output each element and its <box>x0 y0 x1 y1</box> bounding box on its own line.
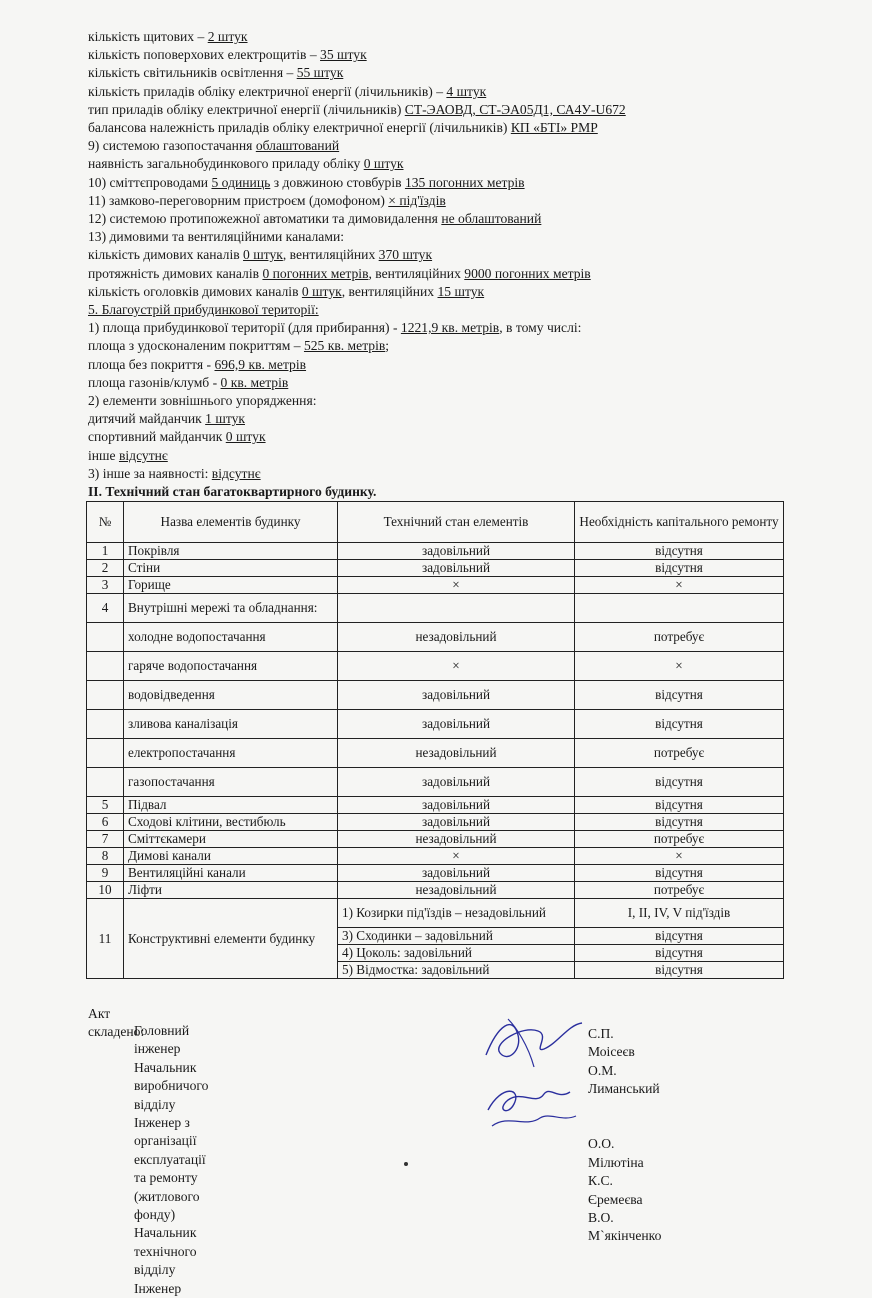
text-segment: протяжність димових каналів <box>88 265 263 281</box>
table-row <box>87 543 784 560</box>
underlined-value: СТ-ЭАОВД, СТ-ЭА05Д1, СА4У-U672 <box>404 101 626 117</box>
cell-element-name: Сходові клітини, вестибюль <box>124 814 338 831</box>
text-segment: 10) сміттєпроводами <box>88 174 212 190</box>
name-miliutina: О.О. Мілютіна <box>588 1136 644 1170</box>
text-line <box>88 447 808 465</box>
cell-capital-repair: відсутня <box>575 945 784 962</box>
underlined-value: 9000 погонних метрів <box>464 265 591 281</box>
cell-technical-state: × <box>338 652 575 681</box>
text-segment: II. Технічний стан багатоквартирного будинку. <box>88 484 377 500</box>
name-lymanskyi: О.М. Лиманський <box>588 1062 660 1097</box>
cell-technical-state: задовільний <box>338 865 575 882</box>
text-segment: тип приладів обліку електричної енергії (лічильників) <box>88 101 405 117</box>
text-segment: наявність загальнобудинкового приладу обліку <box>88 156 364 172</box>
text-line <box>88 301 808 319</box>
underlined-value: × під'їздів <box>388 192 446 208</box>
underlined-value: 55 штук <box>296 65 344 81</box>
table-row <box>87 768 784 797</box>
cell-capital-repair: відсутня <box>575 681 784 710</box>
page-mark-dot <box>404 1162 408 1166</box>
cell-element-name: Горище <box>124 577 338 594</box>
underlined-value: 5. Благоустрій прибудинкової території: <box>88 302 319 318</box>
underlined-value: 0 штук <box>363 156 404 172</box>
cell-number <box>87 710 124 739</box>
cell-technical-state: 4) Цоколь: задовільний <box>338 945 575 962</box>
cell-technical-state: незадовільний <box>338 623 575 652</box>
role-engineer: Інженер <box>134 1280 182 1296</box>
text-line <box>88 64 808 82</box>
cell-capital-repair: потребує <box>575 831 784 848</box>
cell-capital-repair: відсутня <box>575 710 784 739</box>
text-segment: кількість димових каналів <box>88 247 244 263</box>
table-row <box>87 739 784 768</box>
text-line <box>88 119 808 137</box>
role-operations-engineer-cont: та ремонту (житлового фонду) <box>134 1170 200 1223</box>
act-compiled-label: Акт складено: <box>88 1006 145 1040</box>
text-segment: кількість оголовків димових каналів <box>88 283 302 299</box>
building-passport-text <box>88 28 808 501</box>
header-capital-repair: Необхідність капітального ремонту <box>575 502 784 543</box>
underlined-value: 35 штук <box>320 47 367 63</box>
table-row <box>87 882 784 899</box>
underlined-value: 0 штук <box>225 429 266 445</box>
cell-capital-repair: відсутня <box>575 865 784 882</box>
cell-element-name: Ліфти <box>124 882 338 899</box>
cell-element-name: Внутрішні мережі та обладнання: <box>124 594 338 623</box>
text-segment: 12) системою протипожежної автоматики та димовидалення <box>88 211 442 227</box>
text-line <box>88 155 808 173</box>
cell-element-name: холодне водопостачання <box>124 623 338 652</box>
technical-state-table <box>86 501 784 979</box>
text-segment: , вентиляційних <box>341 283 438 299</box>
underlined-value: не облаштований <box>441 211 542 227</box>
cell-capital-repair: відсутня <box>575 814 784 831</box>
text-segment: , в тому числі: <box>499 320 582 336</box>
cell-number: 6 <box>87 814 124 831</box>
cell-number: 2 <box>87 560 124 577</box>
table-header-row <box>87 502 784 543</box>
cell-element-name: електропостачання <box>124 739 338 768</box>
cell-number <box>87 681 124 710</box>
text-line <box>88 392 808 410</box>
text-line <box>88 337 808 355</box>
text-segment: інше <box>88 447 119 463</box>
cell-technical-state: × <box>338 577 575 594</box>
text-line <box>88 192 808 210</box>
cell-capital-repair: × <box>575 577 784 594</box>
text-segment: кількість приладів обліку електричної енергії (лічильників) – <box>88 83 447 99</box>
text-segment: площа газонів/клумб - <box>88 374 221 390</box>
cell-technical-state: задовільний <box>338 681 575 710</box>
underlined-value: відсутнє <box>118 447 168 463</box>
text-line <box>88 228 808 246</box>
cell-capital-repair: × <box>575 848 784 865</box>
text-line <box>88 46 808 64</box>
table-row <box>87 681 784 710</box>
text-line <box>88 356 808 374</box>
text-segment: площа без покриття - <box>88 356 215 372</box>
text-segment: 1) площа прибудинкової території (для прибирання) - <box>88 320 401 336</box>
text-segment: , вентиляційних <box>368 265 465 281</box>
table-row <box>87 623 784 652</box>
cell-number <box>87 652 124 681</box>
text-segment: 3) інше за наявності: <box>88 465 212 481</box>
text-segment: площа з удосконаленим покриттям – <box>88 338 304 354</box>
underlined-value: 1 штук <box>205 411 245 427</box>
underlined-value: 0 штук <box>301 283 342 299</box>
cell-element-name: водовідведення <box>124 681 338 710</box>
cell-capital-repair: відсутня <box>575 560 784 577</box>
underlined-value: 15 штук <box>437 283 485 299</box>
cell-number <box>87 739 124 768</box>
underlined-value: 135 погонних метрів <box>404 174 525 190</box>
text-line <box>88 410 808 428</box>
cell-capital-repair: відсутня <box>575 768 784 797</box>
cell-number <box>87 768 124 797</box>
underlined-value: 370 штук <box>378 247 433 263</box>
underlined-value: 2 штук <box>207 29 248 44</box>
text-segment: балансова належність приладів обліку електричної енергії (лічильників) <box>88 120 511 136</box>
text-line <box>88 28 808 46</box>
table-row <box>87 814 784 831</box>
cell-number <box>87 623 124 652</box>
cell-capital-repair <box>575 594 784 623</box>
text-segment: 9) системою газопостачання <box>88 138 256 154</box>
role-production-head: Начальник виробничого відділу <box>134 1059 209 1112</box>
header-technical-state: Технічний стан елементів <box>338 502 575 543</box>
text-line <box>88 101 808 119</box>
table-row <box>87 652 784 681</box>
cell-capital-repair: потребує <box>575 739 784 768</box>
underlined-value: 0 кв. метрів <box>220 374 289 390</box>
cell-number: 10 <box>87 882 124 899</box>
table-row <box>87 560 784 577</box>
header-number: № <box>87 502 124 543</box>
cell-capital-repair: відсутня <box>575 797 784 814</box>
text-segment: , вентиляційних <box>282 247 379 263</box>
underlined-value: облаштований <box>255 138 340 154</box>
underlined-value: відсутнє <box>211 465 261 481</box>
cell-capital-repair: I, II, IV, V під'їздів <box>575 899 784 928</box>
cell-technical-state: задовільний <box>338 560 575 577</box>
text-segment: кількість світильників освітлення – <box>88 65 297 81</box>
cell-element-name: Вентиляційні канали <box>124 865 338 882</box>
table-row <box>87 865 784 882</box>
cell-technical-state: незадовільний <box>338 882 575 899</box>
name-yeremeieva: К.С. Єремеєва <box>588 1173 643 1207</box>
cell-technical-state: задовільний <box>338 797 575 814</box>
text-line <box>88 246 808 264</box>
text-line <box>88 174 808 192</box>
text-line <box>88 483 808 501</box>
cell-capital-repair: відсутня <box>575 928 784 945</box>
cell-capital-repair: × <box>575 652 784 681</box>
table-row <box>87 899 784 928</box>
cell-technical-state: задовільний <box>338 768 575 797</box>
cell-number: 11 <box>87 899 124 979</box>
text-line <box>88 319 808 337</box>
table-row <box>87 848 784 865</box>
cell-element-name: Сміттєкамери <box>124 831 338 848</box>
cell-element-name: Конструктивні елементи будинку <box>124 899 338 979</box>
text-line <box>88 465 808 483</box>
cell-technical-state: незадовільний <box>338 739 575 768</box>
cell-element-name: Підвал <box>124 797 338 814</box>
text-line <box>88 428 808 446</box>
cell-number: 7 <box>87 831 124 848</box>
text-segment: 2) елементи зовнішнього упорядження: <box>88 393 317 409</box>
cell-number: 1 <box>87 543 124 560</box>
cell-number: 5 <box>87 797 124 814</box>
cell-technical-state: задовільний <box>338 710 575 739</box>
role-operations-engineer: Інженер з організації експлуатації <box>134 1115 206 1167</box>
cell-technical-state: задовільний <box>338 814 575 831</box>
text-line <box>88 374 808 392</box>
cell-capital-repair: відсутня <box>575 543 784 560</box>
cell-number: 8 <box>87 848 124 865</box>
text-segment: дитячий майданчик <box>88 411 206 427</box>
text-line <box>88 283 808 301</box>
text-line <box>88 265 808 283</box>
text-segment: спортивний майданчик <box>88 429 226 445</box>
table-row <box>87 594 784 623</box>
text-line <box>88 83 808 101</box>
cell-number: 9 <box>87 865 124 882</box>
table-row <box>87 710 784 739</box>
underlined-value: 0 штук <box>243 247 283 263</box>
text-segment: 13) димовими та вентиляційними каналами: <box>88 229 344 245</box>
signatory-names <box>588 1025 661 1246</box>
cell-technical-state: 1) Козирки під'їздів – незадовільний <box>338 899 575 928</box>
signature-2-icon <box>478 1070 588 1140</box>
underlined-value: 4 штук <box>446 83 487 99</box>
underlined-value: 696,9 кв. метрів <box>214 356 307 372</box>
cell-technical-state: 3) Сходинки – задовільний <box>338 928 575 945</box>
cell-element-name: Покрівля <box>124 543 338 560</box>
header-element-name: Назва елементів будинку <box>124 502 338 543</box>
cell-element-name: Стіни <box>124 560 338 577</box>
cell-number: 4 <box>87 594 124 623</box>
text-segment: ; <box>385 338 390 354</box>
cell-capital-repair: потребує <box>575 623 784 652</box>
text-line <box>88 210 808 228</box>
cell-technical-state: 5) Відмостка: задовільний <box>338 962 575 979</box>
cell-technical-state: незадовільний <box>338 831 575 848</box>
text-segment: з довжиною стовбурів <box>270 174 405 190</box>
cell-element-name: зливова каналізація <box>124 710 338 739</box>
cell-element-name: Димові канали <box>124 848 338 865</box>
table-row <box>87 831 784 848</box>
cell-technical-state: задовільний <box>338 543 575 560</box>
underlined-value: 0 погонних метрів <box>262 265 369 281</box>
role-technical-head: Начальник технічного відділу <box>134 1225 197 1278</box>
cell-capital-repair: потребує <box>575 882 784 899</box>
underlined-value: 1221,9 кв. метрів <box>400 320 500 336</box>
text-line <box>88 137 808 155</box>
cell-element-name: гаряче водопостачання <box>124 652 338 681</box>
table-row <box>87 577 784 594</box>
name-moiseev: С.П. Моісеєв <box>588 1026 635 1060</box>
table-row <box>87 797 784 814</box>
cell-element-name: газопостачання <box>124 768 338 797</box>
text-segment: кількість щитових – <box>88 29 208 44</box>
cell-technical-state <box>338 594 575 623</box>
signatory-roles <box>134 1022 208 1298</box>
cell-number: 3 <box>87 577 124 594</box>
text-segment: 11) замково-переговорним пристроєм (домофоном) <box>88 192 389 208</box>
signature-1-icon <box>478 1005 588 1075</box>
underlined-value: КП «БТІ» РМР <box>510 120 598 136</box>
cell-capital-repair: відсутня <box>575 962 784 979</box>
underlined-value: 525 кв. метрів <box>303 338 386 354</box>
role-chief-engineer: Головний інженер <box>134 1023 190 1057</box>
cell-technical-state: × <box>338 848 575 865</box>
underlined-value: 5 одиниць <box>211 174 271 190</box>
text-segment: кількість поповерхових електрощитів – <box>88 47 321 63</box>
name-miakinchenko: В.О. М`якінченко <box>588 1210 662 1244</box>
